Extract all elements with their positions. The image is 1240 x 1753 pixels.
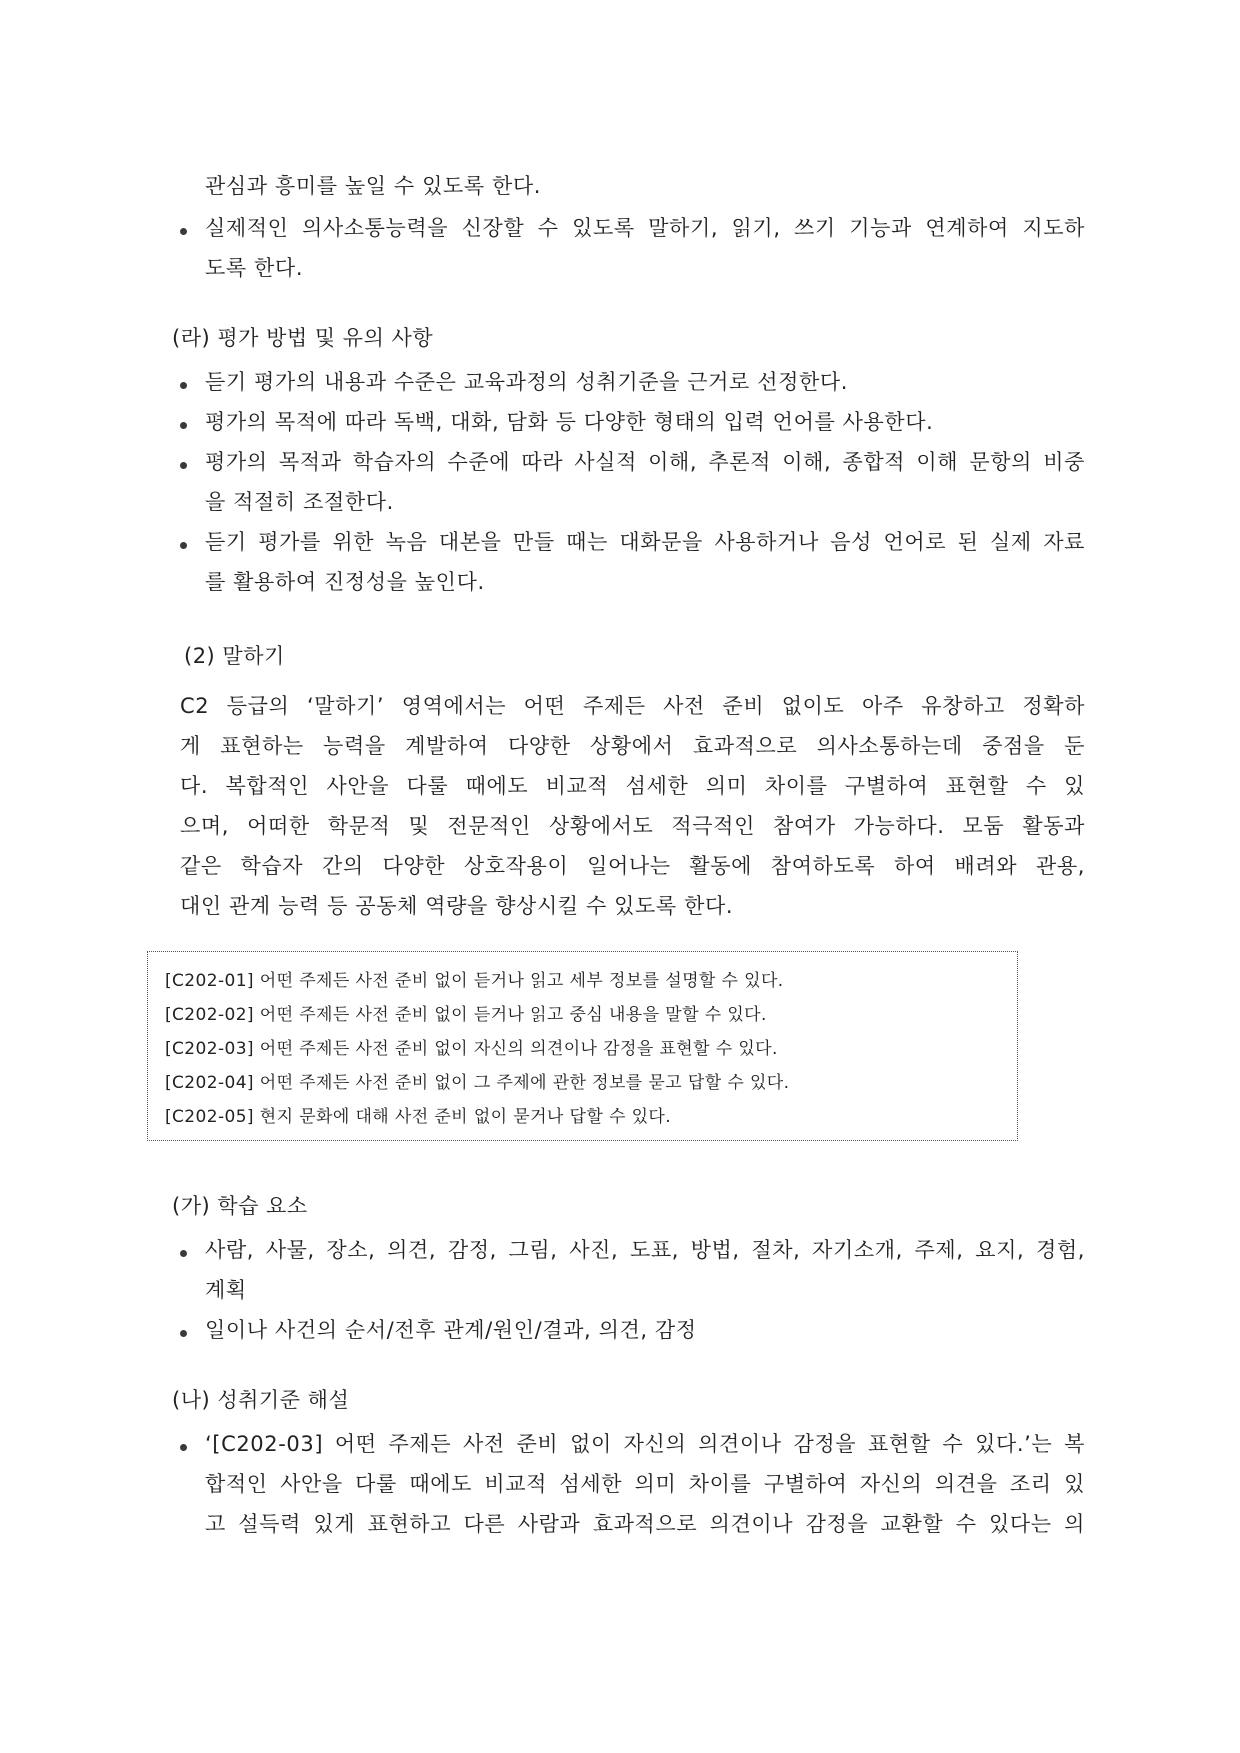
bullet-dot <box>180 382 187 389</box>
eval-bullet-2: 평가의 목적에 따라 독백, 대화, 담화 등 다양한 형태의 입력 언어를 사용한다. <box>205 410 934 434</box>
section-heading: (2) 말하기 <box>184 644 285 668</box>
achievement-standards-box <box>147 951 1018 1141</box>
para-line: C2 등급의 ‘말하기’ 영역에서는 어떤 주제든 사전 준비 없이도 아주 유창하고 정확하 <box>180 694 1085 718</box>
explain-heading: (나) 성취기준 해설 <box>172 1388 350 1412</box>
eval-heading: (라) 평가 방법 및 유의 사항 <box>172 326 434 350</box>
eval-bullet-4 <box>205 526 1085 558</box>
bullet-line: 사람, 사물, 장소, 의견, 감정, 그림, 사진, 도표, 방법, 절차, 자기소개, 주제, 요지, 경험, <box>205 1238 1085 1262</box>
bullet-dot <box>180 1330 187 1337</box>
para-line: 대인 관계 능력 등 공동체 역량을 향상시킬 수 있도록 한다. <box>180 894 734 918</box>
bullet-line: 계획 <box>205 1278 247 1302</box>
para-line: 다. 복합적인 사안을 다룰 때에도 비교적 섬세한 의미 차이를 구별하여 표현할 수 있 <box>180 774 1085 798</box>
bullet-line: 을 적절히 조절한다. <box>205 490 394 514</box>
para-line: 게 표현하는 능력을 계발하여 다양한 상황에서 효과적으로 의사소통하는데 중점을 둔 <box>180 734 1086 758</box>
eval-bullet-3 <box>205 446 1085 478</box>
eval-bullet-1: 듣기 평가의 내용과 수준은 교육과정의 성취기준을 근거로 선정한다. <box>205 370 849 394</box>
standard-item: [C202-03] 어떤 주제든 사전 준비 없이 자신의 의견이나 감정을 표현할 수 있다. <box>165 1039 778 1059</box>
explain-bullet <box>205 1428 1085 1540</box>
bullet-comm <box>205 212 1085 244</box>
bullet-line: 를 활용하여 진정성을 높인다. <box>205 570 485 594</box>
bullet-line: 평가의 목적과 학습자의 수준에 따라 사실적 이해, 추론적 이해, 종합적 이해 문항의 비중 <box>205 450 1085 474</box>
section-paragraph <box>180 686 1085 926</box>
para-line: 으며, 어떠한 학문적 및 전문적인 상황에서도 적극적인 참여가 가능하다. 모둠 활동과 <box>180 814 1085 838</box>
bullet-line: 고 설득력 있게 표현하고 다른 사람과 효과적으로 의견이나 감정을 교환할 수 있다는 의 <box>205 1512 1085 1536</box>
bullet-dot <box>180 462 187 469</box>
bullet-line: 실제적인 의사소통능력을 신장할 수 있도록 말하기, 읽기, 쓰기 기능과 연계하여 지도하 <box>205 216 1085 240</box>
bullet-dot <box>180 1444 187 1451</box>
bullet-dot <box>180 228 187 235</box>
standard-item: [C202-04] 어떤 주제든 사전 준비 없이 그 주제에 관한 정보를 묻고 답할 수 있다. <box>165 1073 790 1093</box>
bullet-line: ‘[C202-03] 어떤 주제든 사전 준비 없이 자신의 의견이나 감정을 표현할 수 있다.’는 복 <box>205 1432 1085 1456</box>
bullet-dot <box>180 542 187 549</box>
standard-item: [C202-05] 현지 문화에 대해 사전 준비 없이 묻거나 답할 수 있다. <box>165 1107 672 1127</box>
bullet-line: 듣기 평가를 위한 녹음 대본을 만들 때는 대화문을 사용하거나 음성 언어로 된 실제 자료 <box>205 530 1085 554</box>
bullet-dot <box>180 422 187 429</box>
bullet-dot <box>180 1250 187 1257</box>
intro-line: 관심과 흥미를 높일 수 있도록 한다. <box>205 174 542 198</box>
bullet-line: 도록 한다. <box>205 256 304 280</box>
standard-item: [C202-01] 어떤 주제든 사전 준비 없이 듣거나 읽고 세부 정보를 설명할 수 있다. <box>165 971 784 991</box>
learn-bullet-2: 일이나 사건의 순서/전후 관계/원인/결과, 의견, 감정 <box>205 1318 697 1342</box>
learn-bullet-1 <box>205 1234 1085 1266</box>
learn-heading: (가) 학습 요소 <box>172 1194 308 1218</box>
para-line: 같은 학습자 간의 다양한 상호작용이 일어나는 활동에 참여하도록 하여 배려와 관용, <box>180 854 1085 878</box>
bullet-line: 합적인 사안을 다룰 때에도 비교적 섬세한 의미 차이를 구별하여 자신의 의견을 조리 있 <box>205 1472 1085 1496</box>
standard-item: [C202-02] 어떤 주제든 사전 준비 없이 듣거나 읽고 중심 내용을 말할 수 있다. <box>165 1005 767 1025</box>
